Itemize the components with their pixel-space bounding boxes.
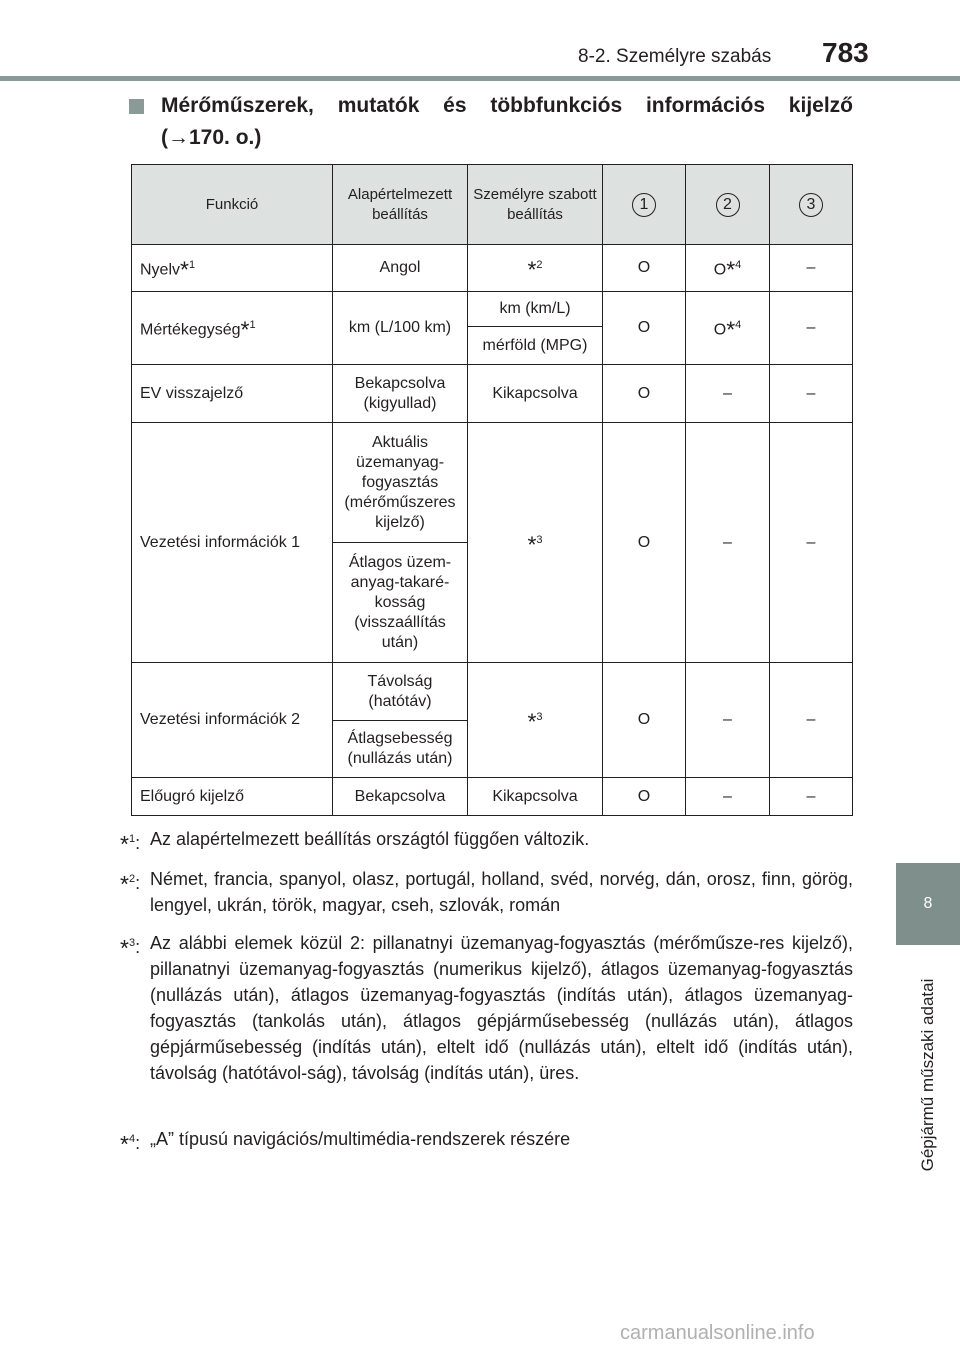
- table-row: [132, 245, 853, 292]
- default-cell: km (L/100 km): [333, 292, 468, 365]
- function-cell: Mértékegység*$^1$: [132, 292, 333, 365]
- footnote-mark: *$^1$:: [120, 831, 141, 857]
- table-row: [132, 663, 853, 721]
- function-cell: Vezetési információk 1: [132, 423, 333, 663]
- col1-cell: O: [603, 423, 686, 663]
- chapter-title: Gépjármű műszaki adatai: [918, 978, 937, 1172]
- col2-cell: –: [686, 423, 770, 663]
- chapter-tab: 8: [896, 863, 960, 945]
- chapter-title-wrap: [890, 955, 960, 1195]
- circled-number-2: 2: [716, 193, 740, 217]
- header-col-3: [770, 165, 853, 245]
- custom-cell: *$^2$: [468, 245, 603, 292]
- header-custom: Személyre szabott beállítás: [468, 165, 603, 245]
- footnote-ref: 4: [735, 319, 742, 332]
- circled-number-1: 1: [632, 193, 656, 217]
- col1-cell: O: [603, 663, 686, 778]
- col1-cell: O: [603, 245, 686, 292]
- default-cell: Átlagos üzem-anyag-takaré-kosság (visszaállítás után): [333, 543, 468, 663]
- footnote-text: Az alapértelmezett beállítás országtól függően változik.: [150, 829, 590, 849]
- circled-number-3: 3: [799, 193, 823, 217]
- footnote-text: Az alábbi elemek közül 2: pillanatnyi üzemanyag-fogyasztás (mérőműsze-res kijelző), pillanatnyi üzemanyag-fogyasztás (numerikus kijelző), átlagos üzemanyag-fogyasztás (nullázás után), átlagos üzemanyag-fogyasztás (indítás után), átlagos üzemanyag-fogyasztás (tankolás után), átlagos gépjárműsebesség (nullázás után), átlagos gépjárműsebesség (indítás után), eltelt idő (nullázás után), eltelt idő (indítás után), távolság (hatótávol-ság), távolság (indítás után), üres.: [150, 933, 853, 1083]
- function-name: Nyelv: [140, 261, 181, 279]
- col3-cell: –: [770, 245, 853, 292]
- col3-cell: –: [770, 292, 853, 365]
- col3-cell: –: [770, 778, 853, 816]
- header-title: 8-2. Személyre szabás: [578, 46, 772, 67]
- default-cell: Aktuális üzemanyag-fogyasztás (mérőműszeres kijelző): [333, 423, 468, 543]
- col2-cell: –: [686, 663, 770, 778]
- function-cell: Vezetési információk 2: [132, 663, 333, 778]
- col1-cell: O: [603, 365, 686, 423]
- col2-cell: –: [686, 365, 770, 423]
- header-rule: [0, 76, 960, 81]
- custom-cell: km (km/L): [468, 292, 603, 327]
- col2-cell: –: [686, 778, 770, 816]
- default-cell: Bekapcsolva: [333, 778, 468, 816]
- header-function: Funkció: [132, 165, 333, 245]
- footnote: [120, 1126, 853, 1157]
- settings-table: [131, 164, 853, 816]
- section-heading-line1: Mérőműszerek, mutatók és többfunkciós információs kijelző: [161, 94, 853, 117]
- page-number: 783: [822, 37, 869, 68]
- function-cell: Előugró kijelző: [132, 778, 333, 816]
- footnote-mark: *$^2$:: [120, 871, 141, 897]
- default-cell: Átlagsebesség (nullázás után): [333, 721, 468, 778]
- function-cell: EV visszajelző: [132, 365, 333, 423]
- function-cell: Nyelv*$^1$: [132, 245, 333, 292]
- footnote-ref: 3: [536, 711, 543, 724]
- col3-cell: –: [770, 663, 853, 778]
- col2-value: O: [713, 321, 727, 339]
- default-cell: Távolság (hatótáv): [333, 663, 468, 721]
- table-row: [132, 365, 853, 423]
- watermark: carmanualsonline.info: [620, 1322, 815, 1344]
- footnote-text: Német, francia, spanyol, olasz, portugál, holland, svéd, norvég, dán, orosz, finn, görög, lengyel, ukrán, török, magyar, cseh, szlovák, román: [150, 869, 853, 915]
- footnote-mark: *$^3$:: [120, 935, 141, 961]
- footnote-ref: 4: [735, 259, 742, 272]
- header-col-1: [603, 165, 686, 245]
- custom-cell: mérföld (MPG): [468, 327, 603, 365]
- footnote: [120, 826, 853, 857]
- table-row: [132, 292, 853, 327]
- col2-cell: O*$^4$: [686, 245, 770, 292]
- footnote-mark: *$^4$:: [120, 1131, 141, 1157]
- table-row: [132, 423, 853, 543]
- square-bullet-icon: [129, 99, 144, 114]
- col3-cell: –: [770, 423, 853, 663]
- footnote-ref: 1: [249, 319, 256, 332]
- col2-value: O: [713, 261, 727, 279]
- footnote-text: „A” típusú navigációs/multimédia-rendszerek részére: [150, 1129, 571, 1149]
- function-name: Mértékegység: [140, 321, 241, 339]
- col3-cell: –: [770, 365, 853, 423]
- section-heading-line2: (→170. o.): [161, 126, 262, 149]
- col2-cell: O*$^4$: [686, 292, 770, 365]
- footnote: [120, 930, 853, 1086]
- custom-cell: Kikapcsolva: [468, 778, 603, 816]
- table-row: [132, 778, 853, 816]
- footnote-ref: 2: [536, 259, 543, 272]
- default-cell: Angol: [333, 245, 468, 292]
- table-header-row: [132, 165, 853, 245]
- footnote: [120, 866, 853, 918]
- custom-cell: *$^3$: [468, 663, 603, 778]
- custom-cell: *$^3$: [468, 423, 603, 663]
- footnote-ref: 3: [536, 533, 543, 546]
- default-cell: Bekapcsolva (kigyullad): [333, 365, 468, 423]
- col1-cell: O: [603, 778, 686, 816]
- header-col-2: [686, 165, 770, 245]
- custom-cell: Kikapcsolva: [468, 365, 603, 423]
- footnote-ref: 1: [188, 259, 196, 272]
- header-default: Alapértelmezett beállítás: [333, 165, 468, 245]
- col1-cell: O: [603, 292, 686, 365]
